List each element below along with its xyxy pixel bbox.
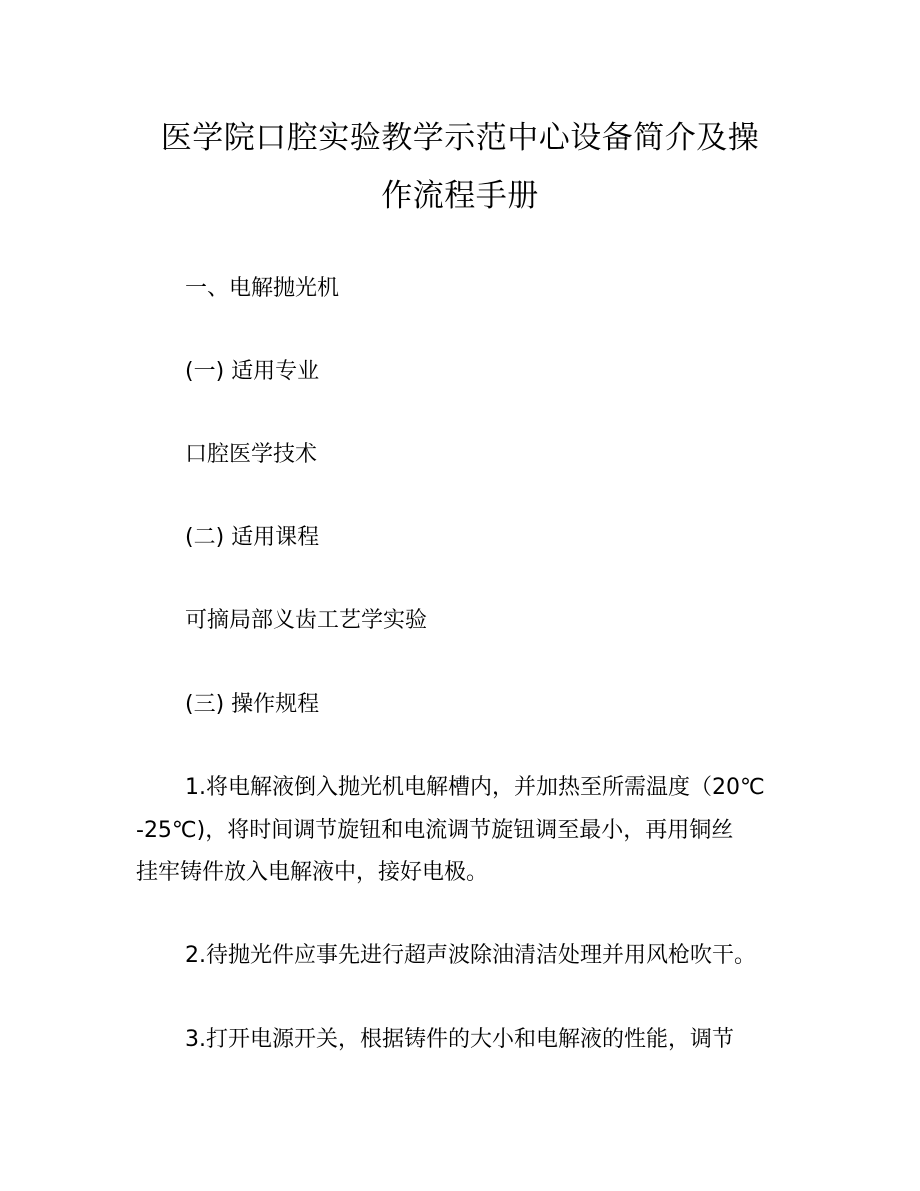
step-1-line-2: -25℃)，将时间调节旋钮和电流调节旋钮调至最小，再用铜丝	[136, 818, 734, 843]
text-applicable-course: 可摘局部义齿工艺学实验	[185, 608, 428, 633]
step-1-line-1: 1.将电解液倒入抛光机电解槽内，并加热至所需温度（20℃	[185, 775, 765, 800]
subheading-operating-procedure: (三) 操作规程	[185, 692, 320, 717]
step-2-line-1: 2.待抛光件应事先进行超声波除油清洁处理并用风枪吹干。	[185, 943, 756, 968]
subheading-applicable-major: (一) 适用专业	[185, 359, 320, 384]
text-applicable-major: 口腔医学技术	[185, 442, 318, 467]
step-1-line-3: 挂牢铸件放入电解液中，接好电极。	[136, 860, 489, 885]
subheading-applicable-course: (二) 适用课程	[185, 525, 320, 550]
document-title-line-1: 医学院口腔实验教学示范中心设备简介及操	[160, 120, 760, 156]
document-title-line-2: 作流程手册	[381, 178, 539, 214]
section-heading-electrolytic-polisher: 一、电解抛光机	[185, 276, 340, 301]
step-3-line-1: 3.打开电源开关，根据铸件的大小和电解液的性能，调节	[185, 1027, 734, 1052]
